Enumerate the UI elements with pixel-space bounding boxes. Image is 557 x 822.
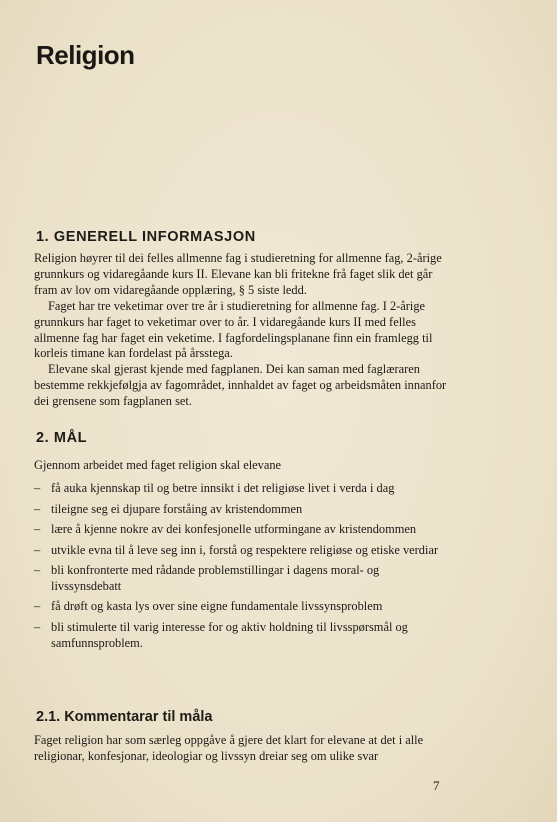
goals-intro: Gjennom arbeidet med faget religion skal elevane [34,458,282,472]
goals-list [34,481,450,656]
paragraph: Faget har tre veketimar over tre år i studieretning for allmenne fag. I 2-årige grunnkurs har faget to veketimar over to år. I vidaregåande kurs II med felles allmenne fag har faget ein veketime. I fagfordelingsplanane finn ein framlegg til korleis timane kan fordelast på årsstega. [34,298,433,361]
list-item [34,502,450,518]
dash-bullet: – [34,542,41,557]
paragraph: Religion høyrer til dei felles allmenne fag i studieretning for allmenne fag, 2-årige grunnkurs og vidaregåande kurs II. Elevane kan bli fritekne frå faget slik det går fram av lov om vidaregåande opplæring, § 5 siste ledd. [34,251,442,297]
dash-bullet: – [34,563,41,577]
list-item [34,481,450,497]
list-item [34,522,450,538]
list-item [34,620,450,652]
list-item-text: bli konfronterte med rådande problemstillingar i dagens moral- og livssynsdebatt [51,563,380,593]
subsection-heading-comments: 2.1. Kommentarar til måla [36,709,213,725]
page-title: Religion [36,40,135,70]
list-item-text: tileigne seg ei djupare forståing av kristendommen [51,501,303,516]
list-item-text: få auka kjennskap til og betre innsikt i det religiøse livet i verda i dag [51,481,395,495]
section-general-info-body [34,251,450,410]
list-item [34,543,450,559]
paragraph: Elevane skal gjerast kjende med fagplanen. Dei kan saman med faglæraren bestemme rekkjefølgja av fagområdet, innhaldet av faget og arbeidsmåten innanfor dei grensene som fagplanen set. [34,362,447,409]
list-item-text: lære å kjenne nokre av dei konfesjonelle utformingane av kristendommen [51,522,417,536]
list-item [34,563,450,595]
dash-bullet: – [34,522,41,536]
section-heading-general-info: 1. GENERELL INFORMASJON [36,229,256,245]
dash-bullet: – [34,481,41,495]
page-number: 7 [433,778,440,793]
list-item-text: få drøft og kasta lys over sine eigne fundamentale livssynsproblem [51,599,383,614]
dash-bullet: – [34,501,41,516]
dash-bullet: – [34,599,41,614]
list-item-text: utvikle evna til å leve seg inn i, forstå og respektere religiøse og etiske verdiar [51,542,439,557]
list-item [34,599,450,615]
section-heading-goals: 2. MÅL [36,430,88,446]
dash-bullet: – [34,619,41,634]
list-item-text: bli stimulerte til varig interesse for og aktiv holdning til livsspørsmål og samfunnsproblem. [51,619,408,650]
comments-body: Faget religion har som særleg oppgåve å gjere det klart for elevane at det i alle religionar, konfesjonar, ideologiar og livssyn dreiar seg om ulike svar [34,733,424,763]
